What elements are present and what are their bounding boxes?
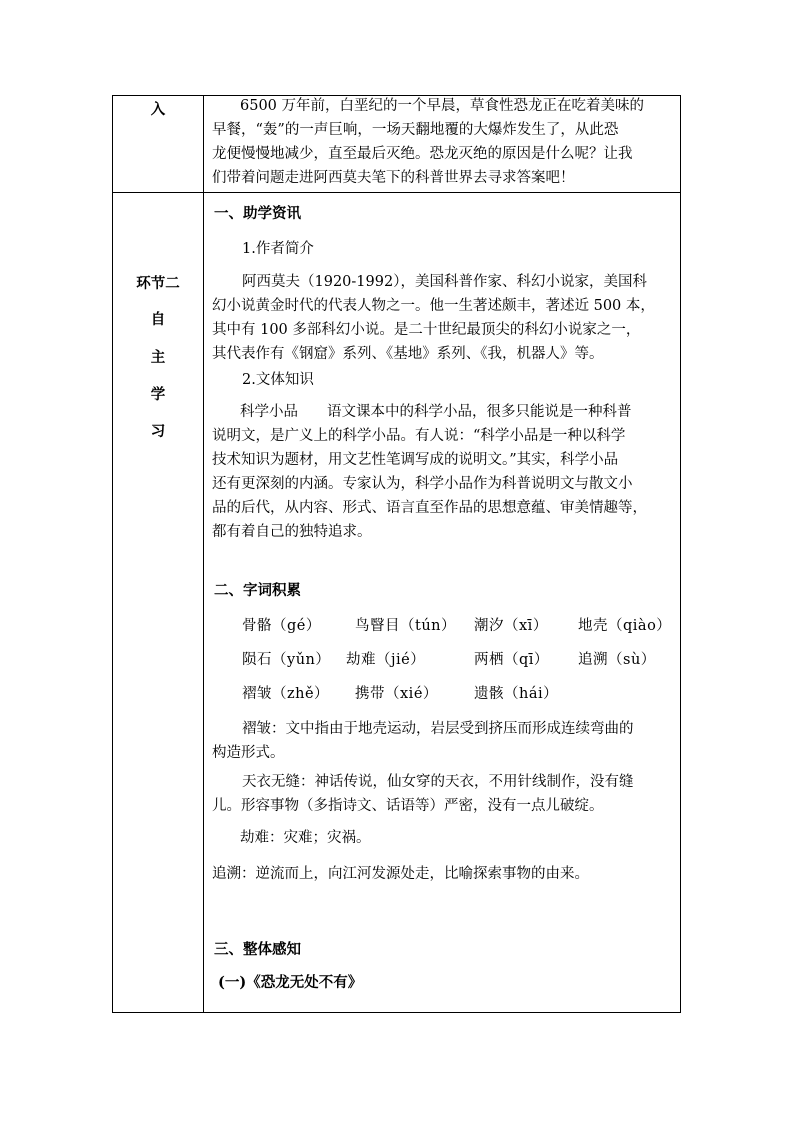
- intro-line-3: 龙便慢慢地减少，直至最后灭绝。恐龙灭绝的原因是什么呢？让我: [212, 146, 633, 162]
- genre-line-4: 还有更深刻的内涵。专家认为，科学小品作为科普说明文与散文小: [212, 476, 633, 492]
- author-intro-subheading: 1.作者简介: [242, 241, 314, 257]
- intro-line-4: 们带着问题走进阿西莫夫笔下的科普世界去寻求答案吧！: [212, 170, 575, 186]
- intro-line-1: 6500 万年前，白垩纪的一个早晨，草食性恐龙正在吃着美味的: [240, 98, 645, 114]
- author-line-3: 其中有 100 多部科幻小说。是二十世纪最顶尖的科幻小说家之一，: [212, 322, 641, 338]
- genre-subheading: 2.文体知识: [242, 372, 314, 388]
- vocab-item: 追溯（sù）: [578, 652, 656, 668]
- genre-line-5: 品的后代，从内容、形式、语言直至作品的思想意蕴、审美情趣等，: [212, 500, 647, 516]
- genre-line-2: 说明文，是广义上的科学小品。有人说：“科学小品是一种以科学: [212, 428, 626, 444]
- vocab-item: 鸟瞖目（tún）: [355, 618, 457, 634]
- vocab-item: 骨骼（gé）: [242, 618, 321, 634]
- section2-heading: 二、字词积累: [214, 582, 301, 599]
- vocab-item: 褶皱（zhě）: [242, 686, 330, 702]
- definition-zhezhou-line-2: 构造形式。: [212, 745, 285, 761]
- row-divider: [112, 192, 681, 193]
- definition-zhuisu: 追溯：逆流而上，向江河发源处走，比喻探索事物的由来。: [212, 866, 589, 882]
- definition-tianyiwufeng-line-1: 天衣无缝：神话传说，仙女穿的天衣，不用针线制作，没有缝: [242, 774, 634, 790]
- row2-label-char-1: 自: [150, 311, 166, 328]
- definition-zhezhou-line-1: 褶皱：文中指由于地壳运动，岩层受到挤压而形成连续弯曲的: [242, 721, 634, 737]
- author-line-1: 阿西莫夫（1920-1992），美国科普作家、科幻小说家，美国科: [242, 274, 647, 290]
- vocab-item: 两栖（qī）: [474, 652, 549, 668]
- vocab-item: 携带（xié）: [355, 686, 438, 702]
- definition-jienan: 劫难：灾难；灾祸。: [240, 830, 371, 846]
- genre-line-6: 都有着自己的独特追求。: [212, 524, 372, 540]
- section3-subheading: (一)《恐龙无处不有》: [218, 974, 363, 991]
- genre-line-1: 科学小品 语文课本中的科学小品，很多只能说是一种科普: [240, 404, 632, 420]
- row2-label-char-3: 学: [150, 386, 166, 403]
- row2-label-char-4: 习: [150, 423, 166, 440]
- column-divider: [203, 95, 204, 1013]
- definition-tianyiwufeng-line-2: 儿。形容事物（多指诗文、话语等）严密，没有一点儿破绽。: [212, 798, 604, 814]
- section3-heading: 三、整体感知: [214, 941, 301, 958]
- vocab-item: 劫难（jié）: [346, 652, 426, 668]
- author-line-2: 幻小说黄金时代的代表人物之一。他一生著述颇丰，著述近 500 本，: [212, 298, 655, 314]
- row2-label-char-2: 主: [150, 349, 166, 366]
- row1-label: 入: [150, 101, 166, 118]
- intro-line-2: 早餐，“轰”的一声巨响，一场天翻地覆的大爆炸发生了，从此恐: [212, 122, 619, 138]
- vocab-item: 陨石（yǔn）: [242, 652, 331, 668]
- vocab-item: 遗骸（hái）: [474, 686, 559, 702]
- author-line-4: 其代表作有《钢窟》系列、《基地》系列、《我，机器人》等。: [212, 346, 604, 362]
- vocab-item: 地壳（qiào）: [578, 618, 672, 634]
- row2-label-stage: 环节二: [136, 275, 180, 292]
- genre-line-3: 技术知识为题材，用文艺性笔调写成的说明文。”其实，科学小品: [212, 452, 619, 468]
- section1-heading: 一、助学资讯: [214, 205, 301, 222]
- vocab-item: 潮汐（xī）: [474, 618, 548, 634]
